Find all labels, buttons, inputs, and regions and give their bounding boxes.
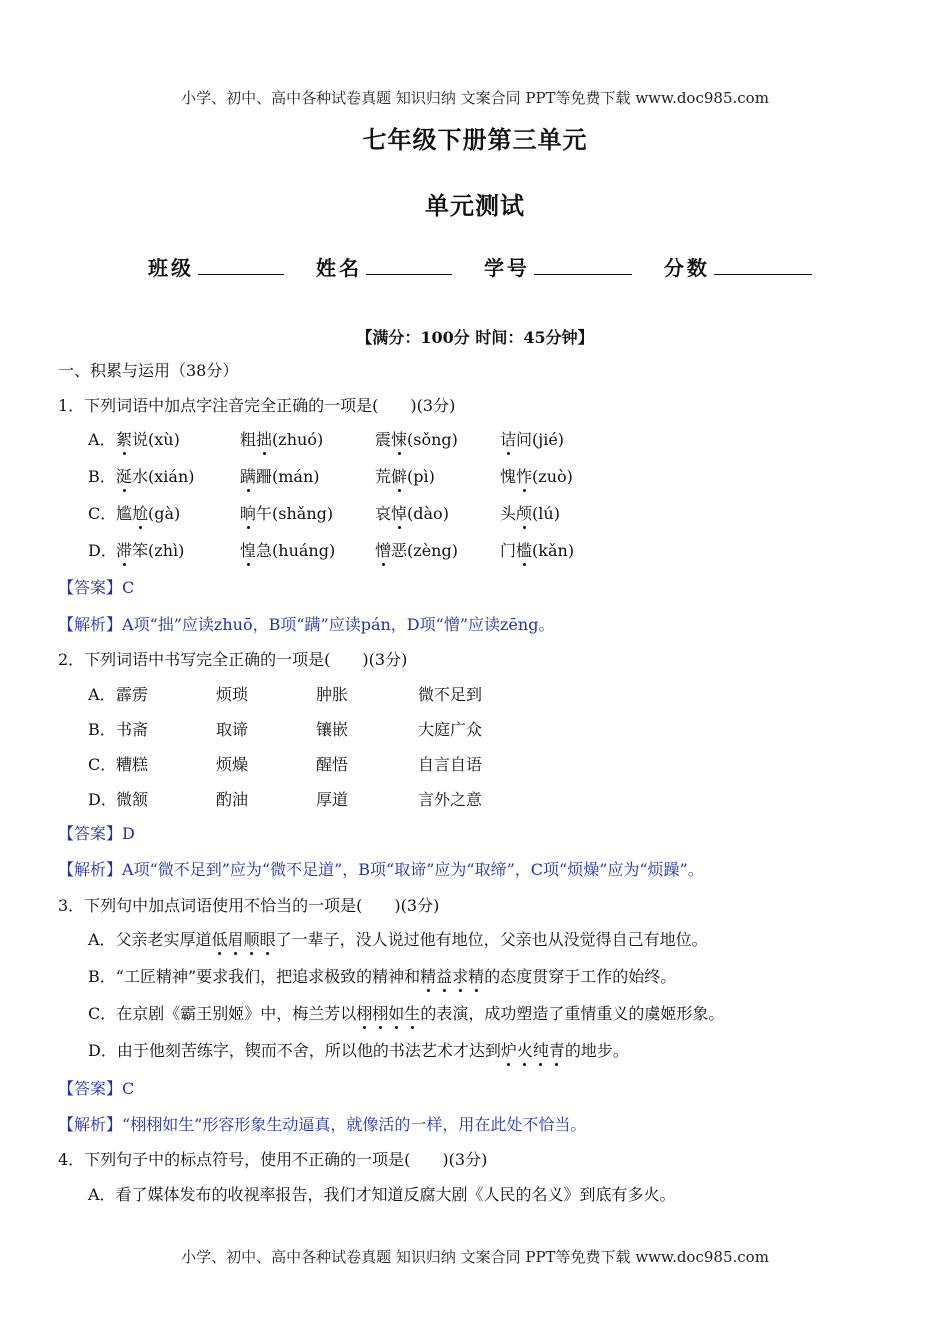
question-1-analysis: 【解析】A项“拙”应读zhuō，B项“蹒”应读pán，D项“憎”应读zēng。 [58, 615, 555, 634]
dotted-char: 低 [212, 927, 228, 950]
option-term: 絮说(xù) [116, 427, 180, 450]
question-3-option-b: B．“工匠精神”要求我们，把追求极致的精神和精益求精的态度贯穿于工作的始终。 [88, 964, 676, 987]
option-term: 微不足到 [418, 685, 483, 704]
option-label: D． [88, 541, 117, 560]
option-term: 烦燥 [216, 755, 249, 774]
question-4-stem: 4．下列句子中的标点符号，使用不正确的一项是( )(3分) [58, 1150, 488, 1169]
option-term: 烦琐 [216, 685, 249, 704]
dotted-char: 纯 [533, 1038, 549, 1061]
question-3-analysis: 【解析】“栩栩如生”形容形象生动逼真，就像活的一样，用在此处不恰当。 [58, 1115, 587, 1134]
score-field: 分数 [664, 252, 812, 281]
dotted-word [212, 930, 276, 949]
question-2-answer: 【答案】D [58, 824, 135, 843]
student-info-row [148, 252, 834, 281]
option-term: 取谛 [216, 720, 249, 739]
student-id-field: 学号 [484, 252, 632, 281]
option-term: 糟糕 [116, 755, 149, 774]
name-field: 姓名 [316, 252, 452, 281]
option-term: 头颅(lú) [500, 501, 560, 524]
dotted-char: 眉 [228, 927, 244, 950]
option-term: 蹒跚(mán) [240, 464, 320, 487]
exam-meta: 【满分：100分 时间：45分钟】 [356, 328, 594, 347]
dotted-word [501, 1041, 565, 1060]
option-term: 震悚(sǒng) [375, 427, 458, 450]
question-1-answer: 【答案】C [58, 578, 135, 597]
dotted-char: 栩 [372, 1001, 388, 1024]
dotted-char: 栩 [356, 1001, 372, 1024]
option-term: 晌午(shǎng) [240, 501, 333, 524]
option-label: B． [88, 467, 116, 486]
question-4-option-a: A．看了媒体发布的收视率报告，我们才知道反腐大剧《人民的名义》到底有多火。 [88, 1185, 676, 1204]
question-3-option-a: A．父亲老实厚道低眉顺眼了一辈子，没人说过他有地位，父亲也从没觉得自己有地位。 [88, 927, 708, 950]
name-blank[interactable] [366, 256, 452, 275]
score-blank[interactable] [714, 256, 812, 275]
dotted-char: 火 [517, 1038, 533, 1061]
page-footer: 小学、初中、高中各种试卷真题 知识归纳 文案合同 PPT等免费下载 www.doc985.com [181, 1248, 769, 1266]
question-3-answer: 【答案】C [58, 1079, 135, 1098]
option-label: C． [88, 504, 117, 523]
dotted-char: 益 [436, 964, 452, 987]
option-term: 荒僻(pì) [375, 464, 435, 487]
question-1-stem: 1．下列词语中加点字注音完全正确的一项是( )(3分) [58, 396, 456, 415]
question-2-analysis: 【解析】A项“微不足到”应为“微不足道”，B项“取谛”应为“取缔”，C项“烦燥”应为“烦躁”。 [58, 860, 704, 879]
page-header: 小学、初中、高中各种试卷真题 知识归纳 文案合同 PPT等免费下载 www.doc985.com [181, 89, 769, 107]
option-term: 哀悼(dào) [375, 501, 449, 524]
option-term: 粗拙(zhuó) [240, 427, 323, 450]
option-term: 惶急(huáng) [240, 538, 335, 561]
dotted-word [420, 967, 484, 986]
question-3-stem: 3．下列句中加点词语使用不恰当的一项是( )(3分) [58, 896, 440, 915]
option-term: 书斋 [116, 720, 149, 739]
student-id-blank[interactable] [534, 256, 632, 275]
option-term: 涎水(xián) [116, 464, 195, 487]
option-term: 愧怍(zuò) [500, 464, 573, 487]
option-term: 言外之意 [418, 790, 483, 809]
dotted-char: 青 [549, 1038, 565, 1061]
dotted-char: 眼 [260, 927, 276, 950]
question-3-option-d: D．由于他刻苦练字，锲而不舍，所以他的书法艺术才达到炉火纯青的地步。 [88, 1038, 629, 1061]
option-term: 诘问(jié) [500, 427, 564, 450]
option-label: A． [88, 430, 116, 449]
option-term: 尴尬(gà) [116, 501, 180, 524]
dotted-char: 求 [452, 964, 468, 987]
option-term: 门槛(kǎn) [500, 538, 574, 561]
dotted-char: 如 [388, 1001, 404, 1024]
option-term: 大庭广众 [418, 720, 483, 739]
option-term: 镶嵌 [316, 720, 349, 739]
dotted-char: 精 [468, 964, 484, 987]
doc-subtitle: 单元测试 [425, 191, 525, 220]
dotted-word [356, 1004, 420, 1023]
option-term: 肿胀 [316, 685, 349, 704]
dotted-char: 炉 [501, 1038, 517, 1061]
dotted-char: 顺 [244, 927, 260, 950]
class-field: 班级 [148, 252, 284, 281]
option-term: 憎恶(zèng) [375, 538, 458, 561]
option-label: B． [88, 720, 116, 739]
option-label: A． [88, 685, 116, 704]
option-term: 酌油 [216, 790, 249, 809]
dotted-char: 精 [420, 964, 436, 987]
question-2-stem: 2．下列词语中书写完全正确的一项是( )(3分) [58, 650, 408, 669]
dotted-char: 生 [404, 1001, 420, 1024]
option-term: 厚道 [316, 790, 349, 809]
option-term: 醒悟 [316, 755, 349, 774]
option-term: 自言自语 [418, 755, 483, 774]
class-blank[interactable] [198, 256, 284, 275]
option-term: 微颔 [116, 790, 149, 809]
question-3-option-c: C．在京剧《霸王别姬》中，梅兰芳以栩栩如生的表演，成功塑造了重情重义的虞姬形象。 [88, 1001, 724, 1024]
section-heading: 一、积累与运用（38分） [58, 361, 239, 380]
option-label: C． [88, 755, 117, 774]
option-term: 滞笨(zhì) [116, 538, 184, 561]
option-term: 霹雳 [116, 685, 149, 704]
doc-title: 七年级下册第三单元 [362, 125, 588, 154]
option-label: D． [88, 790, 117, 809]
